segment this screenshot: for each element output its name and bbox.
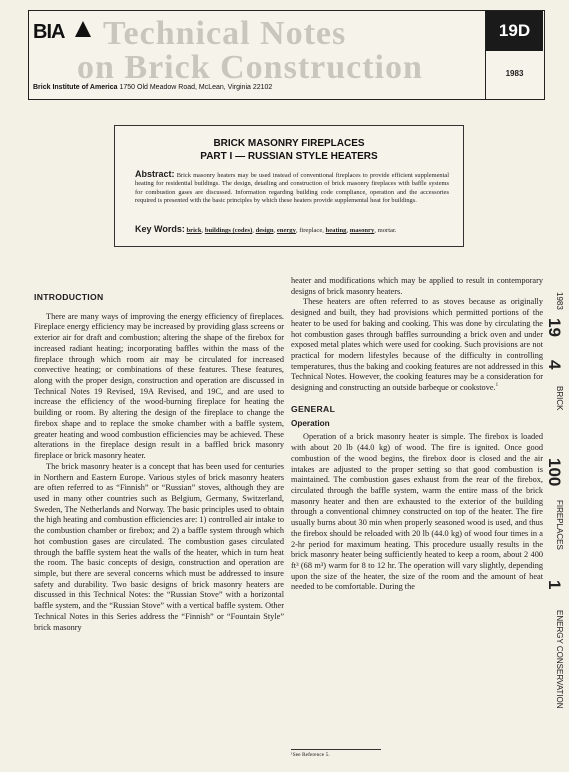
side-tab-100: 100 [545, 458, 564, 487]
side-tab-year: 1983 [555, 292, 564, 310]
issue-badge [486, 10, 545, 100]
side-tab-1: 1 [545, 580, 564, 590]
body-paragraph: There are many ways of improving the energy efficiency of fireplaces. Fireplace energy efficiency may be increased by providing glass screens or exterior air for draft and combustion; altering the shape of the firebox for increased radiant heating; incorporating baffles within the mass of the fireplace through which room air may be circulated for increased convective heating; or combinations of these features. These features, along with the proper design, construction and operation are discussed in Technical Notes 19 Revised, 19A Revised, and 19C, and are used to increase the efficiency of the wood-burning fireplace for heating the building or room. By altering the design of the fireplace to change the firebox shape and to replace the smoke chamber with a baffle system, greater heating and wood combustion efficiencies may be achieved. These alterations in the fireplace design result in a baffled brick masonry fireplace or brick masonry heater. [34, 311, 284, 461]
bia-logo: BIA [33, 21, 65, 43]
body-paragraph: heater and modifications which may be applied to result in contemporary designs of brick masonry heaters. [291, 276, 543, 296]
abstract-label: Abstract: [135, 169, 175, 179]
side-tab-fireplaces: FIREPLACES [555, 500, 564, 550]
issue-number: 19D [486, 11, 543, 51]
side-tab-brick: BRICK [555, 386, 564, 411]
masthead [28, 10, 486, 100]
publisher-address [33, 84, 272, 91]
document-subtitle: PART I — RUSSIAN STYLE HEATERS [200, 151, 378, 162]
keyword: mortar [377, 227, 395, 234]
right-column [291, 276, 543, 593]
keyword: masonry [349, 227, 375, 234]
footnote-divider [291, 749, 381, 750]
keyword: fireplace [299, 227, 323, 234]
body-paragraph: The brick masonry heater is a concept that has been used for centuries in Northern and Eastern Europe. Various styles of brick masonry heaters are often referred to as “Finnish” or “Russian” stoves, although they are used in many other countries such as Belgium, Germany, Switzerland, Sweden, The Netherlands and Norway. The basic principles used to obtain the high heating and combustion efficiencies are: 1) controlled air intake to the combustion chamber or firebox; and 2) a baffle system through which hot combustion gases are circulated. The combustion gases circulated through the baffle system heat the walls of the heater, which in turn heat the room. The basic concepts of design, construction and operation are simple, but there are several concerns which must be addressed to insure safety and durability. Two basic designs of brick masonry heaters are discussed in this Technical Notes: the “Russian Stove” with a horizontal baffle system, and the “Russian Stove” with a vertical baffle system. Other Technical Notes in this Series address the “Finnish” or “Fountain Style” brick masonry [34, 461, 284, 632]
section-heading-general: GENERAL [291, 403, 336, 414]
series-title-line1: Technical Notes [103, 15, 347, 52]
section-heading-introduction: INTRODUCTION [34, 292, 104, 302]
side-tab-energy: ENERGY CONSERVATION [555, 610, 564, 709]
keyword: energy [276, 227, 296, 234]
footnote-marker: 1 [495, 383, 499, 389]
document-title: BRICK MASONRY FIREPLACES [213, 138, 365, 149]
series-title-line2: on Brick Construction [77, 49, 423, 86]
keyword: buildings (codes) [204, 227, 253, 234]
side-tab-4: 4 [545, 360, 564, 370]
address-text: 1750 Old Meadow Road, McLean, Virginia 22102 [119, 84, 273, 91]
issue-year: 1983 [505, 69, 524, 78]
keywords-label: Key Words: [135, 224, 185, 234]
keyword: heating [325, 227, 347, 234]
body-paragraph [291, 297, 543, 393]
side-tab-number: 19 [545, 318, 564, 337]
abstract-box [114, 125, 464, 247]
keyword: design [255, 227, 274, 234]
body-text: These heaters are often referred to as stoves because as originally designed and built, they had provisions which permitted portions of the heater to be used for baking and cooking. This was done by circulating the hot combustion gases through baffles surrounding a brick oven and under exposed metal plates which were used for cooking. Such provisions are not practical for modern lifestyles because of the difficulty in controlling temperatures, thus the baking and cooking features are not addressed in this Technical Notes. However, the cooking features may be a consideration for designing and constructing an outside barbeque or cookstove. [291, 297, 543, 393]
keyword: brick [186, 227, 202, 234]
abstract-text: Brick masonry heaters may be used instead of conventional fireplaces to provide efficient supplemental heating for residential buildings. The design, detailing and construction of brick masonry fireplaces with baffle systems for combustion gases are discussed. Information regarding building code compliance, operation and the accessories required is presented with the basic principles by which these heaters provide supplemental heat for buildings. [135, 172, 450, 205]
subheading-operation: Operation [291, 418, 330, 428]
left-column [34, 292, 284, 633]
keywords-line: Key Words: brick, buildings (codes), design, energy, fireplace, heating, masonry, mortar. [135, 224, 397, 234]
logo-triangle-icon [75, 21, 91, 37]
footnote: ¹See Reference 5. [291, 752, 330, 758]
abstract-paragraph [135, 170, 449, 206]
body-paragraph: Operation of a brick masonry heater is simple. The firebox is loaded with about 20 lb (44.0 kg) of wood. The fire is ignited. Once good combustion of the wood begins, the firebox door is closed and the air intakes are adjusted to the proper setting so that good combustion is maintained. The combustion gases exhaust from the rear of the firebox, circulated through the baffle system, warm the entire mass of the brick masonry heater and then are exhausted to the exterior of the building through a conventional chimney constructed on top of the heater. The fire usually burns about 30 min when properly seasoned wood is used, and thus the firebox should be reloaded with 20 lb (44.0 kg) of wood four times in a 2-hr period for maximum heating. This procedure usually results in the brick masonry heater being sufficiently heated to keep a room, about 2 400 ft³ (68 m³) warm for 8 to 12 hr. The operation will vary slightly, depending upon the size of the heater, the size of the room and the amount of heat needed to be comfortable. During the [291, 432, 543, 592]
publisher-name: Brick Institute of America [33, 84, 118, 91]
